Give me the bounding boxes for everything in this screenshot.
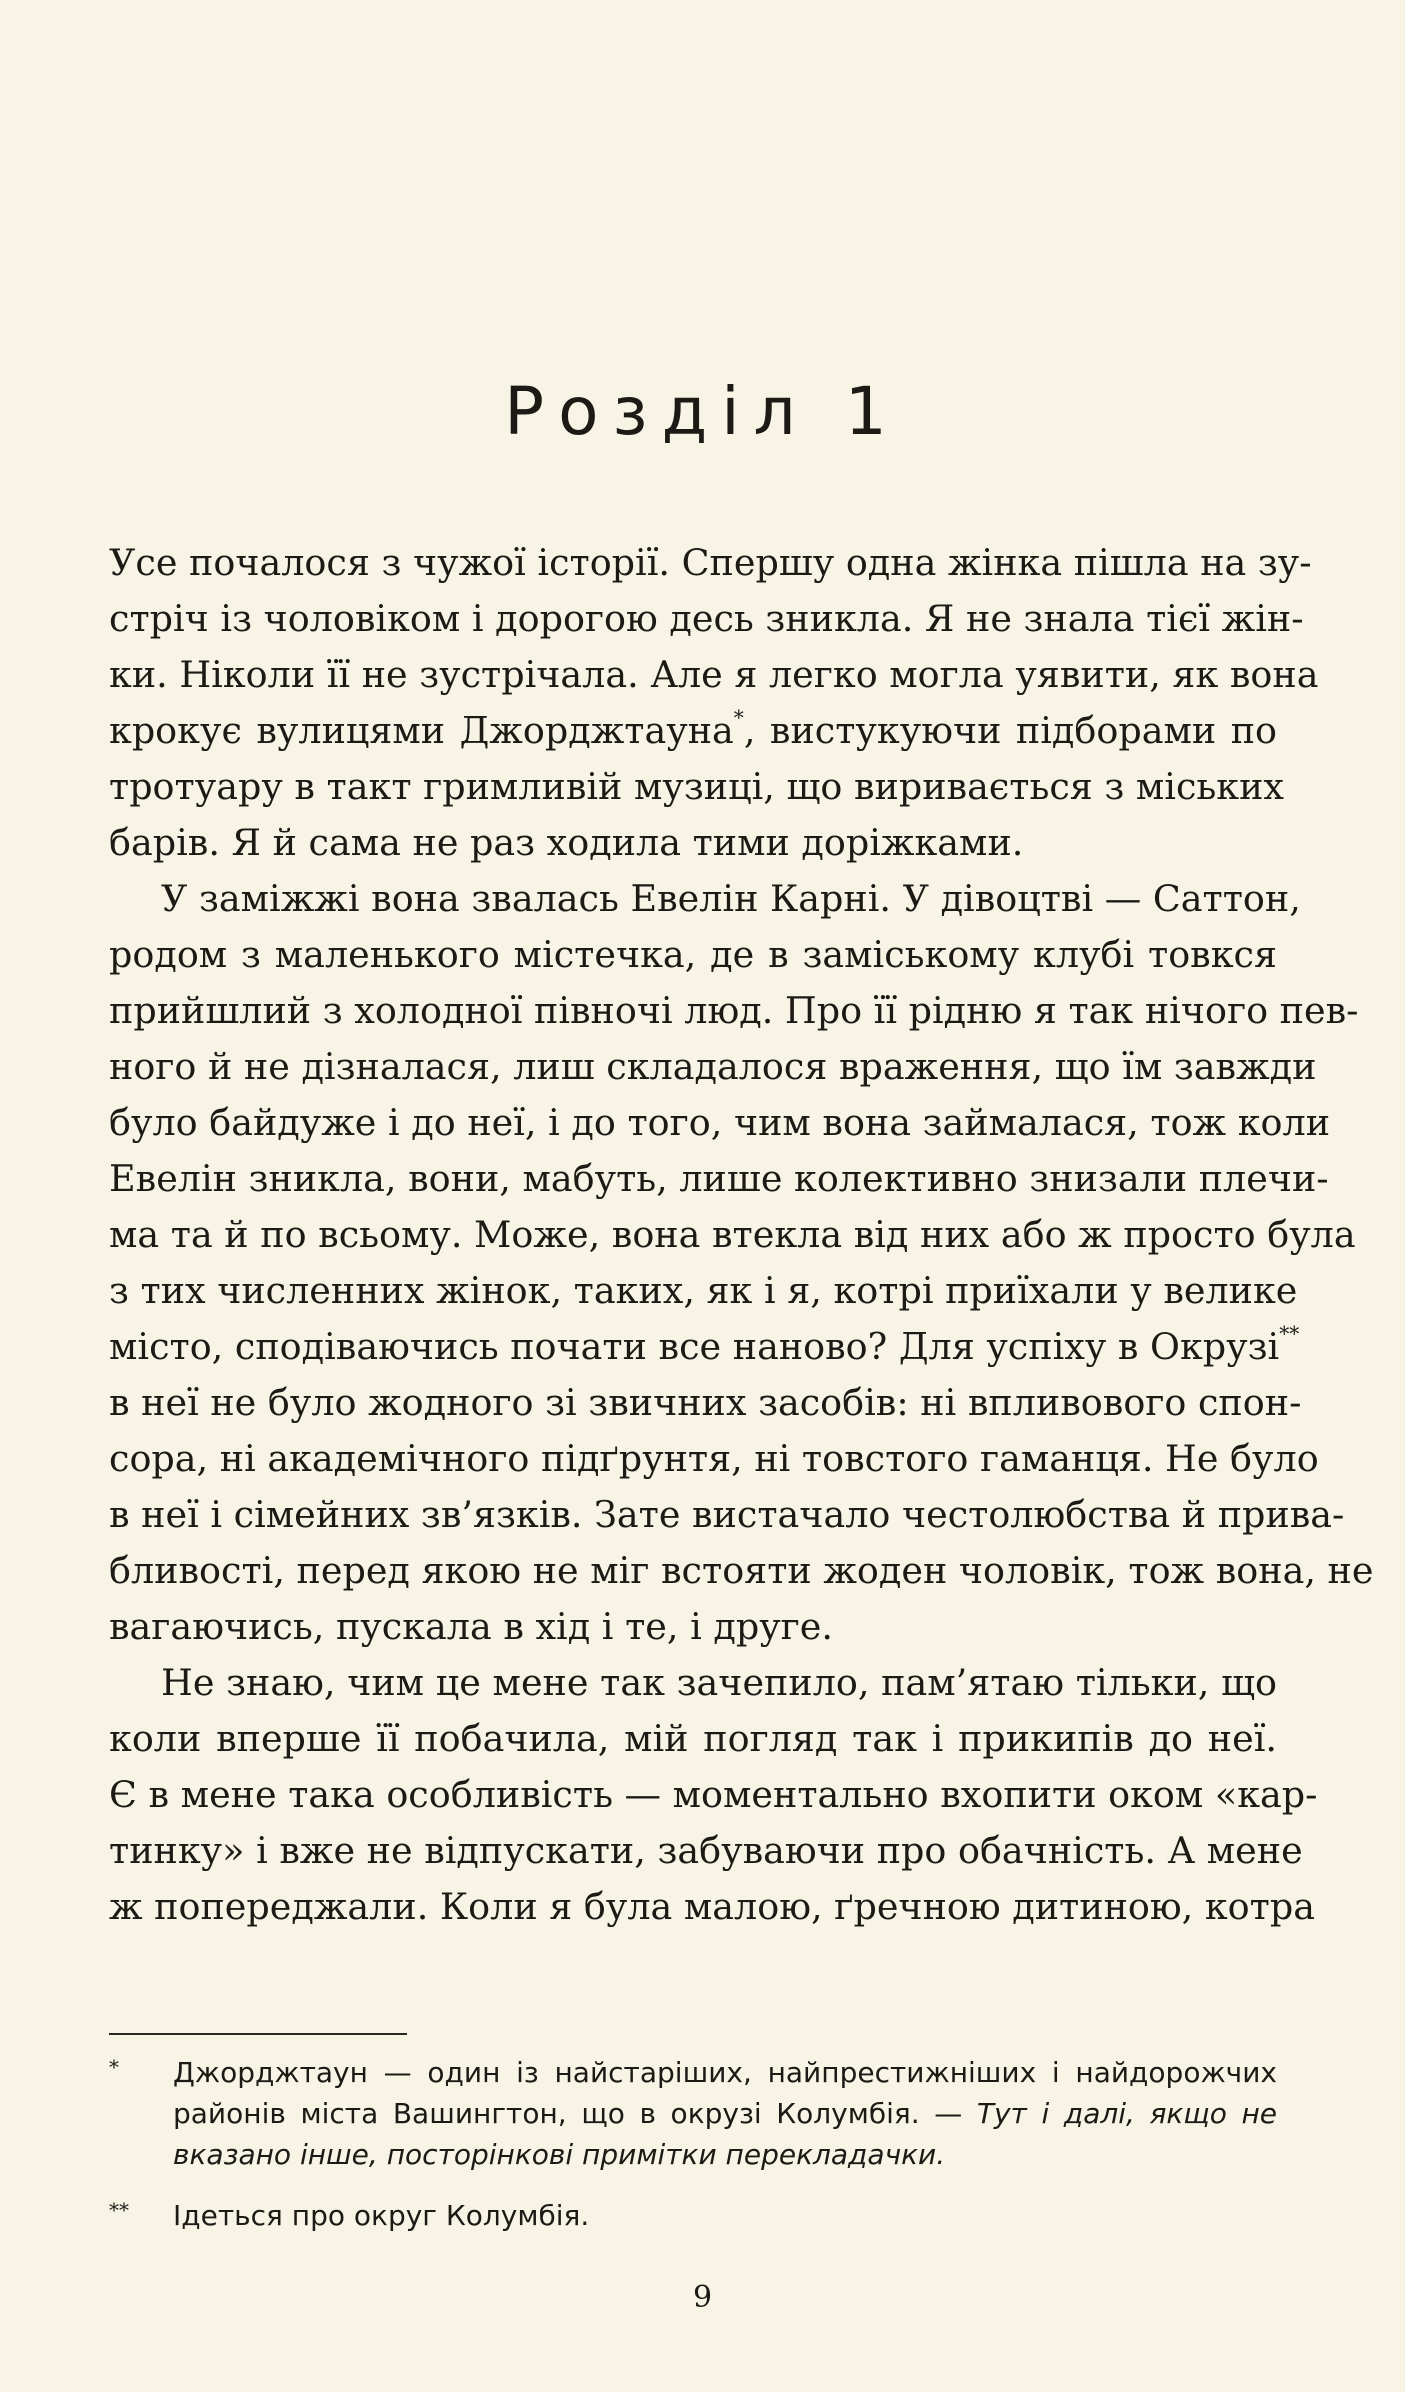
body-line: стріч із чоловіком і дорогою десь зникла. Я не знала тієї жін- [109, 597, 1304, 640]
body-line [109, 1319, 1300, 1375]
page-number: 9 [692, 2280, 713, 2315]
footnote-mark: * [109, 2055, 119, 2079]
body-line: бливості, перед якою не міг встояти жоден чоловік, тож вона, не [109, 1549, 1374, 1592]
body-line: тинку» і вже не відпускати, забуваючи про обачність. А мене [109, 1829, 1303, 1872]
body-line: коли вперше її побачила, мій погляд так і прикипів до неї. [109, 1717, 1277, 1760]
chapter-body [109, 535, 1374, 1935]
body-line: Усе почалося з чужої історії. Спершу одна жінка пішла на зу- [109, 541, 1312, 584]
body-line: ки. Ніколи її не зустрічала. Але я легко могла уявити, як вона [109, 653, 1319, 696]
body-line-text: крокує вулицями Джорджтауна [109, 709, 734, 752]
body-line: барів. Я й сама не раз ходила тими доріжками. [109, 821, 1024, 864]
body-line: Евелін зникла, вони, мабуть, лише колективно знизали плечи- [109, 1157, 1329, 1200]
footnote-line [173, 2093, 1277, 2134]
body-line: родом з маленького містечка, де в заміському клубі товкся [109, 933, 1277, 976]
body-line: з тих численних жінок, таких, як і я, котрі приїхали у велике [109, 1269, 1298, 1312]
footnote-line-italic: Тут і далі, якщо не [976, 2097, 1277, 2130]
body-line-text: , вистукуючи підборами по [743, 709, 1277, 752]
footnote-line: Ідеться про округ Колумбія. [173, 2199, 590, 2232]
body-line: в неї і сімейних зв’язків. Зате вистачало честолюбства й прива- [109, 1493, 1345, 1536]
body-line: Не знаю, чим це мене так зачепило, пам’ятаю тільки, що [161, 1661, 1277, 1704]
footnote-divider [109, 2033, 407, 2035]
footnote-text [173, 2195, 1277, 2236]
body-line: було байдуже і до неї, і до того, чим вона займалася, тож коли [109, 1101, 1331, 1144]
body-line: тротуару в такт гримливій музиці, що виривається з міських [109, 765, 1285, 808]
footnote-ref-1: * [733, 705, 744, 730]
body-line: вагаючись, пускала в хід і те, і друге. [109, 1605, 833, 1648]
body-line [109, 703, 1277, 759]
footnote-line-italic: вказано інше, посторінкові примітки перекладачки. [173, 2138, 946, 2171]
body-line: прийшлий з холодної півночі люд. Про її рідню я так нічого пев- [109, 989, 1359, 1032]
body-line: ма та й по всьому. Може, вона втекла від них або ж просто була [109, 1213, 1356, 1256]
body-line: сора, ні академічного підґрунтя, ні товстого гаманця. Не було [109, 1437, 1319, 1480]
body-line-text: місто, сподіваючись почати все наново? Для успіху в Окрузі [109, 1325, 1280, 1368]
body-line: У заміжжі вона звалась Евелін Карні. У дівоцтві — Саттон, [161, 877, 1301, 920]
footnote-line [173, 2134, 1277, 2175]
footnote-line-text: районів міста Вашингтон, що в окрузі Колумбія. — [173, 2097, 977, 2130]
body-line: Є в мене така особливість — моментально вхопити оком «кар- [109, 1773, 1318, 1816]
body-line: в неї не було жодного зі звичних засобів: ні впливового спон- [109, 1381, 1302, 1424]
footnote-text [173, 2052, 1277, 2175]
chapter-title: Розділ 1 [504, 373, 901, 450]
body-line: ного й не дізналася, лиш складалося враження, що їм завжди [109, 1045, 1317, 1088]
footnote-line: Джорджтаун — один із найстаріших, найпрестижніших і найдорожчих [173, 2056, 1277, 2089]
footnote-mark: ** [109, 2198, 129, 2222]
footnote-ref-2: ** [1279, 1321, 1300, 1346]
body-line: ж попереджали. Коли я була малою, ґречною дитиною, котра [109, 1885, 1315, 1928]
